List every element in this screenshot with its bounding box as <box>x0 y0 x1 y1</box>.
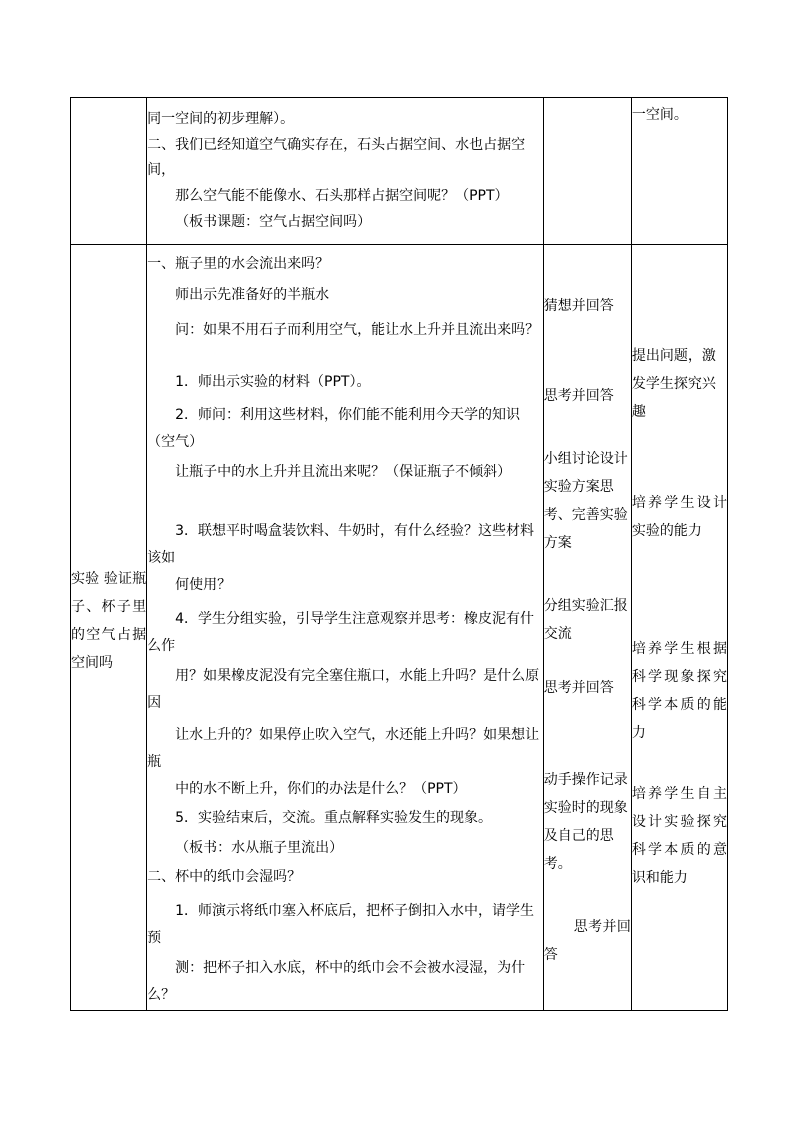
activity-line: 让瓶子中的水上升并且流出来呢？（保证瓶子不倾斜） <box>175 464 512 480</box>
activity-line: 同一空间的初步理解）。 <box>147 111 295 127</box>
activity-line: 二、我们已经知道空气确实存在，石头占据空间、水也占据空间， <box>147 137 526 178</box>
student-activity-cell <box>543 98 631 245</box>
activity-line: （板书：水从瓶子里流出） <box>175 840 344 856</box>
intent-text: 提出问题，激发学生探究兴趣 <box>631 348 716 420</box>
student-text: 思考并回答 <box>543 919 631 963</box>
activity-line: 中的水不断上升，你们的办法是什么？（PPT） <box>175 781 467 797</box>
activity-line: 问：如果不用石子而利用空气，能让水上升并且流出来吗？ <box>175 322 540 338</box>
intent-text: 培养学生自主设计实验探究科学本质的意识和能力 <box>631 786 727 886</box>
student-activity-cell <box>543 245 631 1011</box>
stage-cell <box>71 98 147 245</box>
activity-line: 1．师出示实验的材料（PPT）。 <box>175 374 371 390</box>
activity-line: 何使用？ <box>175 577 232 593</box>
activity-line: 师出示先准备好的半瓶水 <box>175 287 330 303</box>
student-text: 思考并回答 <box>543 680 614 696</box>
student-text: 猜想并回答 <box>543 298 614 314</box>
activity-line: 4．学生分组实验，引导学生注意观察并思考：橡皮泥有什么作 <box>147 611 535 654</box>
activity-line: 让水上升的？如果停止吹入空气，水还能上升吗？如果想让瓶 <box>147 727 540 770</box>
student-text: 动手操作记录实验时的现象及自己的思考。 <box>543 772 628 872</box>
table-row <box>71 245 728 1011</box>
activity-line: 用？如果橡皮泥没有完全塞住瓶口，水能上升吗？是什么原因 <box>147 668 540 711</box>
student-text: 小组讨论设计实验方案思考、完善实验方案 <box>543 451 628 551</box>
intent-text: 一空间。 <box>631 107 688 123</box>
activity-line: 一、瓶子里的水会流出来吗？ <box>147 256 330 272</box>
activity-line: 那么空气能不能像水、石头那样占据空间呢？（PPT） <box>175 188 509 204</box>
activity-line: 3．联想平时喝盒装饮料、牛奶时，有什么经验？这些材料该如 <box>147 523 535 566</box>
intent-text: 培养学生设计实验的能力 <box>631 495 727 539</box>
stage-text: 实验 验证瓶子、杯子里的空气占据空间吗 <box>71 571 147 671</box>
teacher-activity-cell <box>147 98 544 245</box>
activity-line: 5．实验结束后，交流。重点解释实验发生的现象。 <box>175 810 493 826</box>
teacher-activity-cell <box>147 245 544 1011</box>
student-text: 分组实验汇报交流 <box>543 598 628 642</box>
lesson-plan-table-wrapper <box>70 97 728 1011</box>
stage-cell <box>71 245 147 1011</box>
design-intent-cell <box>631 245 727 1011</box>
intent-text: 培养学生根据科学现象探究科学本质的能力 <box>631 641 727 741</box>
activity-line: 1．师演示将纸巾塞入杯底后，把杯子倒扣入水中，请学生预 <box>147 903 535 946</box>
activity-line: 二、杯中的纸巾会湿吗？ <box>147 869 302 885</box>
table-row <box>71 98 728 245</box>
activity-line: （板书课题：空气占据空间吗） <box>175 214 372 230</box>
lesson-plan-table <box>70 97 728 1011</box>
design-intent-cell <box>631 98 727 245</box>
activity-line: 2．师问：利用这些材料，你们能不能利用今天学的知识（空气） <box>147 407 521 450</box>
activity-line: 测：把杯子扣入水底，杯中的纸巾会不会被水浸湿，为什么？ <box>147 960 526 1003</box>
student-text: 思考并回答 <box>543 388 614 404</box>
